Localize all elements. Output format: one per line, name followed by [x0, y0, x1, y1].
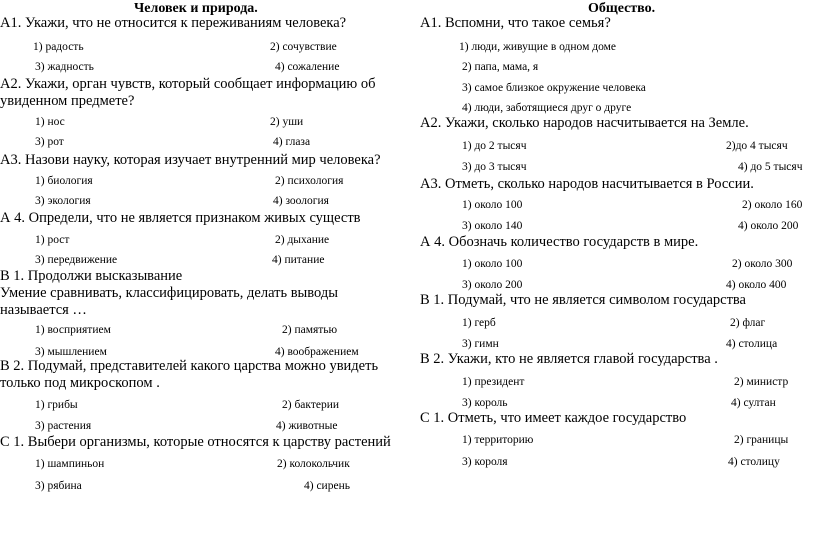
option: 3) король	[462, 397, 508, 409]
option: 4) около 200	[738, 220, 799, 232]
option: 4) до 5 тысяч	[738, 161, 803, 173]
option: 4) столица	[726, 338, 778, 350]
option: 4) питание	[272, 254, 325, 266]
option: 4) столицу	[728, 456, 780, 468]
option: 1) около 100	[462, 199, 523, 211]
option: 3) экология	[35, 195, 91, 207]
option: 3) рот	[35, 136, 64, 148]
left-title: Человек и природа.	[134, 1, 258, 16]
option: 3) короля	[462, 456, 508, 468]
option: 2) флаг	[730, 317, 766, 329]
option: 1) люди, живущие в одном доме	[459, 41, 617, 53]
option: 2) памятью	[282, 324, 338, 336]
option: 1) президент	[462, 376, 525, 388]
option: 3) жадность	[35, 61, 94, 73]
option: 2) бактерии	[282, 399, 340, 411]
option: 1) радость	[33, 41, 84, 53]
option: 2) психология	[275, 175, 344, 187]
question-c1: С 1. Выбери организмы, которые относятся к царству растений	[0, 434, 391, 450]
option: 3) около 140	[462, 220, 523, 232]
question-a2: А2. Укажи, сколько народов насчитывается на Земле.	[420, 115, 749, 131]
option: 3) растения	[35, 420, 92, 432]
question-b1: В 1. Подумай, что не является символом государства	[420, 292, 746, 308]
option: 2) колокольчик	[277, 458, 350, 470]
option: 1) нос	[35, 116, 65, 128]
option: 3) передвижение	[35, 254, 118, 266]
option: 2) дыхание	[275, 234, 330, 246]
option: 4) зоология	[273, 195, 329, 207]
option: 2) сочувствие	[270, 41, 337, 53]
option: 3) мышлением	[35, 346, 107, 358]
option: 2) папа, мама, я	[462, 61, 539, 73]
option: 4) около 400	[726, 279, 787, 291]
question-a2: А2. Укажи, орган чувств, который сообщает информацию об	[0, 76, 376, 92]
option: 1) грибы	[35, 399, 78, 411]
question-b1-cont: Умение сравнивать, классифицировать, делать выводы	[0, 285, 338, 301]
option: 3) до 3 тысяч	[462, 161, 527, 173]
option: 4) люди, заботящиеся друг о друге	[462, 102, 632, 114]
option: 4) сирень	[304, 480, 350, 492]
question-a3: А3. Назови науку, которая изучает внутренний мир человека?	[0, 152, 381, 168]
option: 1) рост	[35, 234, 70, 246]
question-b1-cont2: называется …	[0, 302, 87, 318]
option: 2) уши	[270, 116, 304, 128]
option: 4) глаза	[273, 136, 311, 148]
option: 1) около 100	[462, 258, 523, 270]
option: 3) самое близкое окружение человека	[462, 82, 646, 94]
question-a4: А 4. Обозначь количество государств в мире.	[420, 234, 699, 250]
question-b2: В 2. Укажи, кто не является главой государства .	[420, 351, 718, 367]
question-a3: А3. Отметь, сколько народов насчитывается в России.	[420, 176, 754, 192]
option: 4) животные	[276, 420, 338, 432]
option: 4) султан	[731, 397, 776, 409]
option: 1) биология	[35, 175, 93, 187]
right-title: Общество.	[588, 1, 656, 16]
option: 2) министр	[734, 376, 789, 388]
option: 1) шампиньон	[35, 458, 105, 470]
question-b2: В 2. Подумай, представителей какого царства можно увидеть	[0, 358, 379, 374]
option: 3) рябина	[35, 480, 82, 492]
option: 4) воображением	[275, 346, 359, 358]
question-a4: А 4. Определи, что не является признаком живых существ	[0, 210, 361, 226]
question-b2-cont: только под микроскопом .	[0, 375, 160, 391]
option: 3) около 200	[462, 279, 523, 291]
option: 1) восприятием	[35, 324, 111, 336]
option: 2) границы	[734, 434, 789, 446]
option: 2) около 300	[732, 258, 793, 270]
question-c1: С 1. Отметь, что имеет каждое государство	[420, 410, 687, 426]
option: 2)до 4 тысяч	[726, 140, 788, 152]
question-b1: В 1. Продолжи высказывание	[0, 268, 183, 284]
question-a1: А1. Укажи, что не относится к переживаниям человека?	[0, 15, 347, 31]
option: 1) до 2 тысяч	[462, 140, 527, 152]
option: 1) герб	[462, 317, 496, 329]
option: 2) около 160	[742, 199, 803, 211]
option: 4) сожаление	[275, 61, 340, 73]
question-a1: А1. Вспомни, что такое семья?	[420, 15, 611, 31]
option: 1) территорию	[462, 434, 534, 446]
option: 3) гимн	[462, 338, 499, 350]
question-a2-cont: увиденном предмете?	[0, 93, 135, 109]
